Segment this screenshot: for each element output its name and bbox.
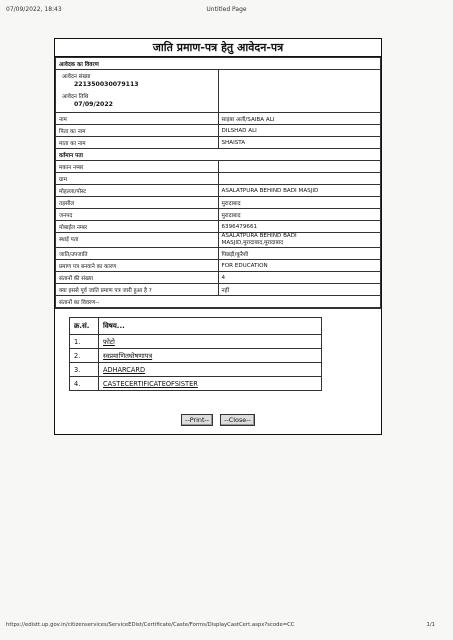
permanent-address-value [218, 233, 381, 248]
document-row [70, 363, 322, 377]
col-subject-header: विषय... [99, 318, 322, 335]
document-row [70, 335, 322, 349]
document-link[interactable]: स्वप्रमाणितघोषणापत्र [103, 352, 153, 360]
applicant-section-heading: आवेदक का विवरण [56, 58, 381, 70]
document-sno: 4. [70, 377, 99, 391]
row-label: मोहल्ला/पोस्ट [56, 185, 219, 197]
row-label: जाति/उपजाति [56, 248, 219, 260]
permanent-address-line2: MASJID,मुरादाबाद,मुरादाबाद [221, 240, 284, 246]
col-sno-header: क्र.सं. [70, 318, 99, 335]
row-label: पिता का नाम [56, 125, 219, 137]
document-sno: 2. [70, 349, 99, 363]
documents-section [55, 308, 381, 401]
print-button[interactable]: --Print-- [181, 414, 213, 426]
permanent-address-line1: ASALATPURA BEHIND BADI [221, 233, 297, 239]
row-value: पिछड़ी/कुरैशी [218, 248, 381, 260]
document-row [70, 349, 322, 363]
row-label: मकान नम्बर [56, 161, 219, 173]
application-no-label: आवेदन संख्या [62, 74, 91, 80]
row-label: प्रमाण पत्र बनवाने का कारण [56, 260, 219, 272]
document-row [70, 377, 322, 391]
row-label: जनपद [56, 209, 219, 221]
row-label: माता का नाम [56, 137, 219, 149]
row-value: DILSHAD ALI [218, 125, 381, 137]
row-value: 4 [218, 272, 381, 284]
row-value: 6396479661 [218, 221, 381, 233]
row-value: ASALATPURA BEHIND BADI MASJID [218, 185, 381, 197]
row-label: तहसील [56, 197, 219, 209]
row-label: क्या इससे पूर्व जाति प्रमाण पत्र जारी हुआ है ? [56, 284, 219, 296]
row-value [218, 173, 381, 185]
application-no-value: 221350030079113 [74, 81, 139, 88]
document-link[interactable]: फ़ोटो [103, 338, 115, 346]
print-datetime: 07/09/2022, 18:43 [6, 6, 62, 13]
row-label: नाम [56, 113, 219, 125]
page-number: 1/1 [426, 622, 435, 628]
row-label: ग्राम [56, 173, 219, 185]
documents-header-row [70, 318, 322, 335]
children-details-label: संतानों का विवरण-- [56, 296, 381, 308]
row-value: साइबा अली/SAIBA ALI [218, 113, 381, 125]
document-link[interactable]: ADHARCARD [103, 365, 146, 374]
form-title: जाति प्रमाण-पत्र हेतु आवेदन-पत्र [55, 39, 381, 57]
current-address-heading: वर्तमान पता [56, 149, 381, 161]
row-value: SHAISTA [218, 137, 381, 149]
action-buttons [55, 401, 381, 434]
caste-certificate-form [54, 38, 382, 435]
details-table [55, 57, 381, 308]
documents-table [69, 317, 322, 391]
application-info-cell [56, 70, 219, 113]
row-value: मुरादाबाद [218, 197, 381, 209]
row-label: मोबाईल नम्बर [56, 221, 219, 233]
photo-cell [218, 70, 381, 113]
application-date-value: 07/09/2022 [74, 101, 113, 108]
close-button[interactable]: --Close-- [220, 414, 255, 426]
row-value [218, 161, 381, 173]
row-value: नहीं [218, 284, 381, 296]
row-value: मुरादाबाद [218, 209, 381, 221]
document-sno: 1. [70, 335, 99, 349]
application-date-label: आवेदन तिथि [62, 94, 89, 100]
row-label: संतानों की संख्या [56, 272, 219, 284]
document-link[interactable]: CASTECERTIFICATEOFSISTER [103, 379, 198, 388]
row-value: FOR EDUCATION [218, 260, 381, 272]
permanent-address-label: स्थाई पता [56, 233, 219, 248]
print-page-title: Untitled Page [206, 6, 247, 13]
page-url: https://edistt.up.gov.in/citizenservices/ServiceEDist/Certificate/Caste/Forms/DisplayCastCert.aspx?scode=CC [6, 622, 295, 628]
document-sno: 3. [70, 363, 99, 377]
